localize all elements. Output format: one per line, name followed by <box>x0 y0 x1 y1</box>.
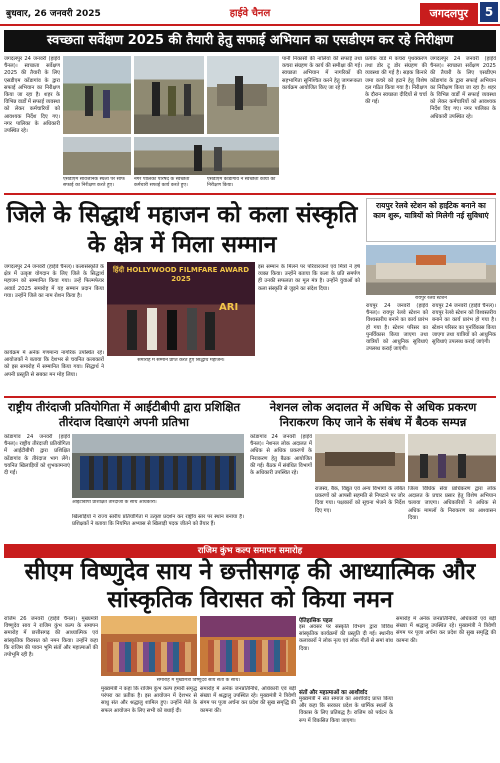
story5-col6: समारोह में अनेक जनप्रतिनिधि, अधिकारी एवं बड़ी संख्या में श्रद्धालु उपस्थित रहे। मुख्यमंत्री ने त्रिवेणी संगम पर पूजा अर्चना कर प्रदेश की सुख समृद्धि की कामना की। <box>396 616 496 644</box>
award-banner-brand: ARI <box>219 302 239 313</box>
story5-headline: सीएम विष्णुदेव साय ने छत्तीसगढ़ की आध्यात्मिक और सांस्कृतिक विरासत को किया नमन <box>24 559 476 613</box>
story1-caption-3: एसडीएम कोंडागांव ने स्वच्छता कार्यों का निरीक्षण किया। <box>207 177 276 188</box>
story3-col1: कोंडागांव 24 जनवरी (हाईवे चैनल)। राष्ट्रीय तीरंदाजी प्रतियोगिता में आईटीबीपी द्वारा प्रशिक्षित कोंडागांव के तीरंदाज भाग लेंगे। चयनित खिलाड़ियों को शुभकामनाएं दी गईं। <box>4 434 70 477</box>
story2-col3: कार्यक्रम में अनेक गणमान्य नागरिक उपस्थित रहे। आयोजकों ने बताया कि देशभर से चयनित कलाकारों को इस समारोह में सम्मानित किया गया। सिद्धार्थ ने अपनी प्रस्तुति से सबका मन मोह लिया। <box>4 350 104 378</box>
story1-photo-1 <box>63 56 131 134</box>
railway-station-photo <box>366 245 496 295</box>
story1-caption-2: नगर पालिका परिषद के स्वच्छता कर्मचारी सफाई कार्य करते हुए। <box>134 177 190 188</box>
paper-name: हाईवे चैनल <box>229 8 271 19</box>
story2-caption: समारोह में सम्मान प्राप्त करते हुए सिद्धार्थ महाजन। <box>137 358 225 363</box>
archery-team-photo <box>72 434 244 498</box>
story1-col3: प्रत्येक वार्ड में कचरा पृथक्करण तथा डोर टू डोर संग्रहण की व्यवस्था की गई है। सड़क किनारे जमा कचरे को हटाने हेतु विशेष दल गठित किया गया है। निरीक्षण के दौरान स्वच्छता दीदियों से चर्चा की गई। <box>365 56 427 106</box>
story5-col4: इस अवसर पर संस्कृति विभाग द्वारा विविध सांस्कृतिक कार्यक्रमों की प्रस्तुति दी गई। स्थानीय कलाकारों ने लोक नृत्य एवं लोक गीतों से समां बांध दिया। <box>299 624 393 652</box>
divider <box>4 193 496 195</box>
story1-col1: जगदलपुर 24 जनवरी (हाईवे चैनल)। स्वच्छता सर्वेक्षण 2025 की तैयारी के लिए एसडीएम कोंडागांव के द्वारा सफाई अभियान का निरीक्षण किया जा रहा है। शहर के विभिन्न वार्डों में सफाई व्यवस्था को लेकर कर्मचारियों को आवश्यक निर्देश दिए गए। नगर पालिका के अधिकारी उपस्थित रहे। <box>4 56 60 135</box>
story3-col2: खिलाड़ियों ने राज्य स्तरीय प्रतियोगिता में उत्कृष्ट प्रदर्शन कर राष्ट्रीय स्तर पर स्थान बनाया है। प्रशिक्षकों ने बताया कि नियमित अभ्यास से खिलाड़ी पदक जीतने को तैयार हैं। <box>72 514 244 528</box>
award-banner-text: हिंदी HOLLYWOOD FILMFARE AWARD 2025 <box>112 266 250 283</box>
story3-headline: राष्ट्रीय तीरंदाजी प्रतियोगिता में आईटीबीपी द्वारा प्रशिक्षित तीरंदाज दिखाएंगे अपनी प्रतिभा <box>7 400 241 429</box>
sidebar-box <box>366 198 496 242</box>
story5-band: राजिम कुंभ कल्प समापन समारोह <box>4 544 496 558</box>
sidebar-col2: रायपुर 24 जनवरी (हाईवे चैनल)। रायपुर रेलवे स्टेशन को विश्वस्तरीय बनाने का कार्य प्रारंभ हो गया है। स्टेशन परिसर का पुनर्विकास किया जाएगा तथा यात्रियों को आधुनिक सुविधाएं उपलब्ध कराई जाएंगी। <box>432 303 496 346</box>
city-label: जगदलपुर <box>420 3 478 24</box>
divider <box>4 396 496 398</box>
story1-photo-2 <box>134 56 204 134</box>
story1-photo-3 <box>207 56 279 134</box>
sidebar-title: रायपुर रेलवे स्टेशन को हाईटेक बनाने का काम शुरू, यात्रियों को मिलेगी नई सुविधाएं <box>373 201 489 220</box>
story4-headline: नेशनल लोक अदालत में अधिक से अधिक प्रकरण निराकरण किए जाने के संबंध में बैठक सम्पन्न <box>269 400 477 429</box>
story4-col3: जिला विधिक सेवा प्राधिकरण द्वारा लोक अदालत के प्रचार प्रसार हेतु विशेष अभियान चलाया जाएगा। अधिकारियों ने अधिक से अधिक मामलों के निराकरण का आश्वासन दिया। <box>408 486 496 521</box>
rajim-photo-1 <box>101 616 197 676</box>
story1-headline: स्वच्छता सर्वेक्षण 2025 की तैयारी हेतु सफाई अभियान का एसडीएम कर रहे निरीक्षण <box>4 30 496 52</box>
rajim-photo-2 <box>200 616 296 676</box>
issue-date: बुधवार, 26 जनवरी 2025 <box>6 9 101 19</box>
story5-col2: मुख्यमंत्री ने कहा कि राजिम कुंभ कल्प हमारी समृद्ध परंपरा का प्रतीक है। इस आयोजन में देशभर से साधु संत और श्रद्धालु शामिल हुए। उन्होंने मेले के सफल आयोजन के लिए सभी को बधाई दी। <box>101 686 197 714</box>
story2-col1: जगदलपुर 24 जनवरी (हाईवे चैनल)। कलासंस्कृति के क्षेत्र में उत्कृष्ट योगदान के लिए जिले के सिद्धार्थ महाजन को सम्मानित किया गया। उन्हें फिल्मफेयर अवार्ड 2025 समारोह में यह सम्मान प्रदान किया गया। उन्होंने जिले का नाम रोशन किया है। <box>4 264 104 299</box>
story5-caption: समारोह में मुख्यमंत्री विष्णुदेव साय संतों के साथ। <box>156 678 241 683</box>
story5-col3: समारोह में अनेक जनप्रतिनिधि, अधिकारी एवं बड़ी संख्या में श्रद्धालु उपस्थित रहे। मुख्यमंत्री ने त्रिवेणी संगम पर पूजा अर्चना कर प्रदेश की सुख समृद्धि की कामना की। <box>200 686 296 714</box>
story5-subhead-1: ऐतिहासिक पहल <box>299 618 333 624</box>
lok-adalat-photo-1 <box>315 434 405 482</box>
story1-caption-1: एसडीएम सार्वजनिक स्थलों पर साफ सफाई का निरीक्षण करते हुए। <box>63 177 125 188</box>
story5-col4-wrap <box>299 616 393 758</box>
story2-col2: इस सम्मान के मिलने पर परिवारजनों एवं मित्रों ने हर्ष व्यक्त किया। उन्होंने बताया कि कला के प्रति समर्पण ही उनकी सफलता का मूल मंत्र है। उन्होंने युवाओं को कला संस्कृति से जुड़ने का संदेश दिया। <box>258 264 360 292</box>
lok-adalat-photo-2 <box>408 434 496 482</box>
story4-col2: राजस्व, बैंक, विद्युत एवं अन्य विभागों के लंबित प्रकरणों को आपसी सहमति से निपटाने पर जोर दिया गया। पक्षकारों को सूचना भेजने के निर्देश दिए गए। <box>315 486 405 514</box>
story5-col1: राजिम 26 जनवरी (हाईवे चैनल)। मुख्यमंत्री विष्णुदेव साय ने राजिम कुंभ कल्प के समापन समारोह में छत्तीसगढ़ की आध्यात्मिक एवं सांस्कृतिक विरासत को नमन किया। उन्होंने कहा कि राजिम की पावन भूमि संतों और महात्माओं की तपोभूमि रही है। <box>4 616 98 659</box>
story4-col1: कोंडागांव 24 जनवरी (हाईवे चैनल)। नेशनल लोक अदालत में अधिक से अधिक प्रकरणों के निराकरण हेतु बैठक आयोजित की गई। बैठक में संबंधित विभागों के अधिकारी उपस्थित रहे। <box>250 434 312 477</box>
story1-col4: जगदलपुर 24 जनवरी (हाईवे चैनल)। स्वच्छता सर्वेक्षण 2025 की तैयारी के लिए एसडीएम कोंडागांव के द्वारा सफाई अभियान का निरीक्षण किया जा रहा है। शहर के विभिन्न वार्डों में सफाई व्यवस्था को लेकर कर्मचारियों को आवश्यक निर्देश दिए गए। नगर पालिका के अधिकारी उपस्थित रहे। <box>430 56 496 120</box>
story1-photo-5 <box>134 137 279 175</box>
story5-col5: मुख्यमंत्री ने संत समाज का आशीर्वाद प्राप्त किया और कहा कि सरकार प्रदेश के धार्मिक स्थलों के विकास के लिए प्रतिबद्ध है। राजिम को पर्यटन के रूप में विकसित किया जाएगा। <box>299 696 393 724</box>
story2-award-photo <box>107 262 255 356</box>
story1-col2: पानी निकासी की नालियों की सफाई तथा कचरा संग्रहण के कार्य की समीक्षा की गई। स्वच्छता अभियान में नागरिकों की सहभागिता सुनिश्चित करने हेतु जागरूकता कार्यक्रम आयोजित किए जा रहे हैं। <box>282 56 362 91</box>
sidebar-caption: रायपुर रेलवे स्टेशन <box>415 296 447 301</box>
story5-subhead-2: संतों और महात्माओं का आशीर्वाद <box>299 690 368 696</box>
story1-photo-4 <box>63 137 131 175</box>
page-number: 5 <box>480 2 498 22</box>
story3-caption: आईटीबीपी प्रशिक्षित तीरंदाजों के साथ अधिकारी। <box>72 500 157 505</box>
sidebar-col1: रायपुर 24 जनवरी (हाईवे चैनल)। रायपुर रेलवे स्टेशन को विश्वस्तरीय बनाने का कार्य प्रारंभ हो गया है। स्टेशन परिसर का पुनर्विकास किया जाएगा तथा यात्रियों को आधुनिक सुविधाएं उपलब्ध कराई जाएंगी। <box>366 303 428 353</box>
story2-headline: जिले के सिद्धार्थ महाजन को कला संस्कृति के क्षेत्र में मिला सम्मान <box>6 202 358 258</box>
masthead-bar <box>0 0 500 26</box>
